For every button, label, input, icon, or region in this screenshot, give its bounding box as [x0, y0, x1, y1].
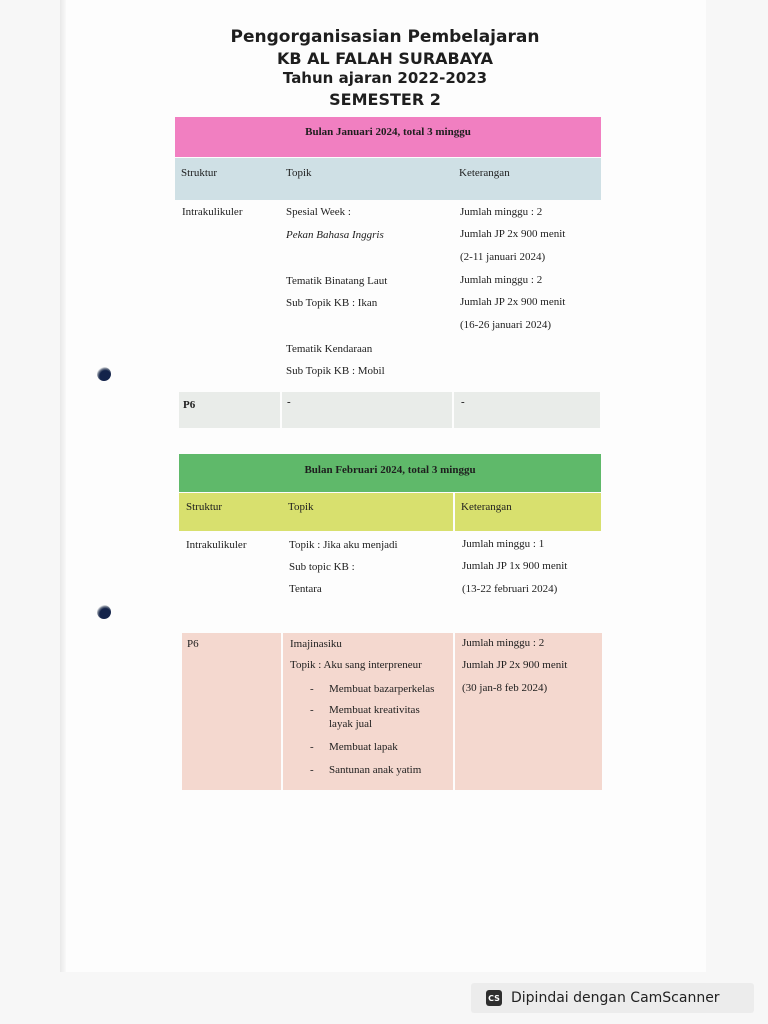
topik-line: Pekan Bahasa Inggris — [286, 229, 384, 241]
bullet-item: Membuat bazarperkelas — [329, 683, 435, 695]
topik-line: Tematik Kendaraan — [286, 343, 373, 355]
col-header-struktur: Struktur — [175, 158, 285, 200]
topik-line: Sub topic KB : — [289, 561, 355, 573]
doc-title: Pengorganisasian Pembelajaran — [230, 27, 540, 47]
page-edge-shadow — [60, 0, 66, 972]
january-banner: Bulan Januari 2024, total 3 minggu — [175, 117, 601, 157]
keterangan-line: (2-11 januari 2024) — [460, 251, 546, 263]
keterangan-line: Jumlah JP 2x 900 menit — [460, 296, 566, 308]
academic-year: Tahun ajaran 2022-2023 — [282, 69, 488, 87]
row-struktur: Intrakulikuler — [182, 206, 243, 218]
bullet-dash: - — [310, 704, 314, 716]
row-struktur: P6 — [187, 638, 199, 650]
keterangan-line: (16-26 januari 2024) — [460, 319, 552, 331]
camscanner-watermark — [471, 983, 754, 1013]
watermark-text: Dipindai dengan CamScanner — [511, 990, 720, 1006]
topik-line: Imajinasiku — [290, 638, 342, 650]
bullet-dash: - — [310, 764, 314, 776]
row-struktur: P6 — [183, 399, 196, 411]
keterangan-line: Jumlah minggu : 1 — [462, 538, 545, 550]
bullet-item: Santunan anak yatim — [329, 764, 422, 776]
keterangan-line: Jumlah minggu : 2 — [462, 637, 545, 649]
topik-line: Spesial Week : — [286, 206, 351, 218]
keterangan-line: (13-22 februari 2024) — [462, 583, 558, 595]
col-header-topik: Topik — [281, 158, 456, 200]
keterangan-line: Jumlah minggu : 2 — [460, 274, 543, 286]
p6-cell — [455, 633, 602, 790]
keterangan-line: Jumlah JP 1x 900 menit — [462, 560, 568, 572]
school-name: KB AL FALAH SURABAYA — [276, 49, 494, 68]
bullet-item-continued: layak jual — [329, 718, 373, 730]
topik-line: Topik : Jika aku menjadi — [289, 539, 398, 551]
topik-line: Tematik Binatang Laut — [286, 275, 388, 287]
bullet-dash: - — [310, 741, 314, 753]
february-banner: Bulan Februari 2024, total 3 minggu — [179, 454, 601, 492]
row-struktur: Intrakulikuler — [186, 539, 247, 551]
p6-cell — [182, 633, 281, 790]
bullet-item: Membuat kreativitas — [329, 704, 420, 716]
keterangan-line: Jumlah minggu : 2 — [460, 206, 543, 218]
keterangan-line: (30 jan-8 feb 2024) — [462, 682, 548, 694]
p6-topik: - — [287, 396, 291, 408]
col-header-topik: Topik — [282, 493, 453, 531]
topik-line: Sub Topik KB : Mobil — [286, 365, 385, 377]
p6-cell — [454, 392, 600, 428]
p6-keterangan: - — [461, 396, 465, 408]
bullet-dash: - — [310, 683, 314, 695]
topik-line: Tentara — [289, 583, 322, 595]
col-header-keterangan: Keterangan — [455, 493, 601, 531]
bullet-item: Membuat lapak — [329, 741, 398, 753]
camscanner-logo-icon: CS — [486, 990, 502, 1006]
punch-hole — [97, 367, 111, 381]
keterangan-line: Jumlah JP 2x 900 menit — [460, 228, 566, 240]
topik-line: Sub Topik KB : Ikan — [286, 297, 378, 309]
col-header-struktur: Struktur — [179, 493, 282, 531]
col-header-keterangan: Keterangan — [453, 158, 601, 200]
keterangan-line: Jumlah JP 2x 900 menit — [462, 659, 568, 671]
punch-hole — [97, 605, 111, 619]
semester: SEMESTER 2 — [329, 90, 441, 109]
p6-cell — [282, 392, 452, 428]
topik-line: Topik : Aku sang interpreneur — [290, 659, 422, 671]
